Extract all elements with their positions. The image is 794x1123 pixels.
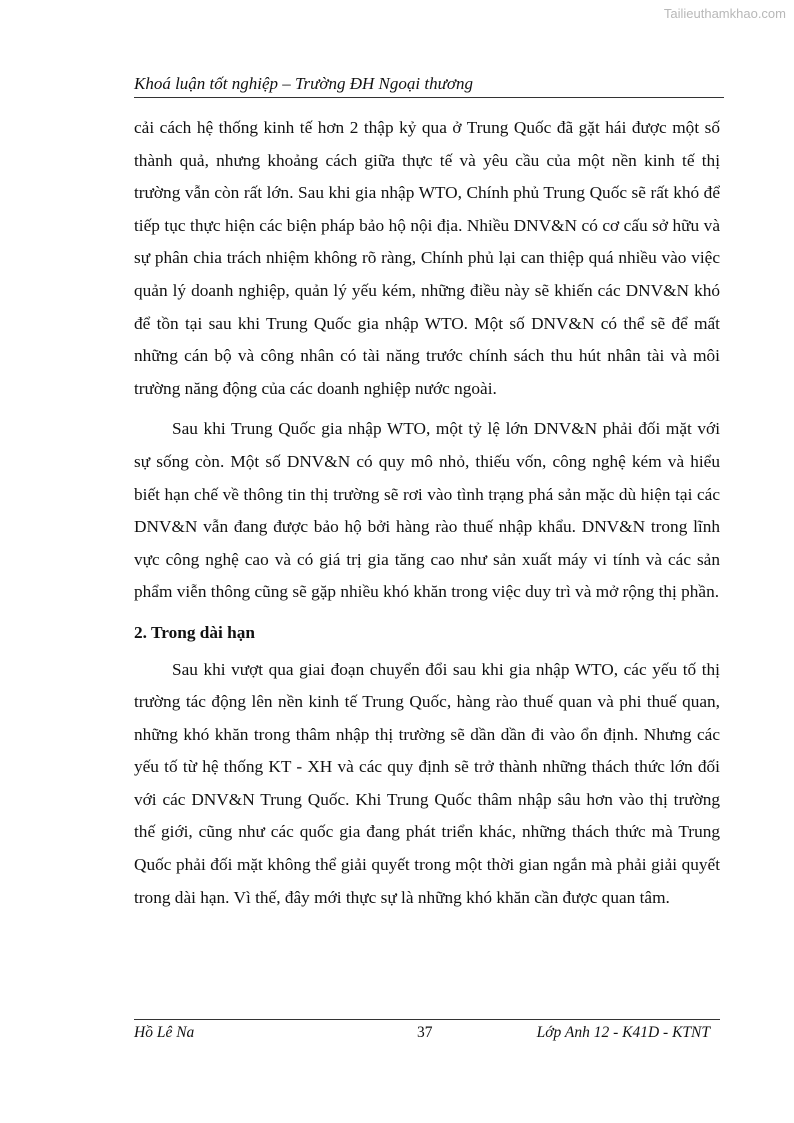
- page-header: Khoá luận tốt nghiệp – Trường ĐH Ngoại thương: [134, 74, 724, 98]
- watermark-text: Tailieuthamkhao.com: [663, 6, 786, 21]
- page-content: [134, 112, 720, 922]
- section-heading: 2. Trong dài hạn: [134, 622, 256, 642]
- footer-class-info: Lớp Anh 12 - K41D - KTNT: [536, 1024, 710, 1041]
- body-paragraph-1: cải cách hệ thống kinh tế hơn 2 thập kỷ qua ở Trung Quốc đã gặt hái được một số thành quả, nhưng khoảng cách giữa thực tế và yêu cầu của một nền kinh tế thị trường vẫn còn rất lớn. Sau khi gia nhập WTO, Chính phủ Trung Quốc sẽ rất khó để tiếp tục thực hiện các biện pháp bảo hộ nội địa. Nhiều DNV&N có cơ cấu sở hữu và sự phân chia trách nhiệm không rõ ràng, Chính phủ lại can thiệp quá nhiều vào việc quản lý doanh nghiệp, quản lý yếu kém, những điều này sẽ khiến các DNV&N khó để tồn tại sau khi Trung Quốc gia nhập WTO. Một số DNV&N có thể sẽ để mất những cán bộ và công nhân có tài năng trước chính sách thu hút nhân tài và môi trường năng động của các doanh nghiệp nước ngoài.: [134, 118, 720, 398]
- page-number: 37: [417, 1024, 433, 1041]
- page-footer: [134, 1019, 720, 1046]
- footer-author: Hồ Lê Na: [134, 1024, 195, 1041]
- body-paragraph-2: Sau khi Trung Quốc gia nhập WTO, một tỷ lệ lớn DNV&N phải đối mặt với sự sống còn. Một số DNV&N có quy mô nhỏ, thiếu vốn, công nghệ kém và hiểu biết hạn chế về thông tin thị trường sẽ rơi vào tình trạng phá sản mặc dù hiện tại các DNV&N vẫn đang được bảo hộ bởi hàng rào thuế nhập khẩu. DNV&N trong lĩnh vực công nghệ cao và có giá trị gia tăng cao như sản xuất máy vi tính và các sản phẩm viễn thông cũng sẽ gặp nhiều khó khăn trong việc duy trì và mở rộng thị phần.: [134, 419, 720, 602]
- body-paragraph-3: Sau khi vượt qua giai đoạn chuyển đổi sau khi gia nhập WTO, các yếu tố thị trường tác động lên nền kinh tế Trung Quốc, hàng rào thuế quan và phi thuế quan, những khó khăn trong thâm nhập thị trường sẽ dần dần đi vào ổn định. Nhưng các yếu tố từ hệ thống KT - XH và các quy định sẽ trở thành những thách thức lớn đối với các DNV&N Trung Quốc. Khi Trung Quốc thâm nhập sâu hơn vào thị trường thế giới, cũng như các quốc gia đang phát triển khác, những thách thức mà Trung Quốc phải đối mặt không thể giải quyết trong một thời gian ngắn mà phải giải quyết trong dài hạn. Vì thế, đây mới thực sự là những khó khăn cần được quan tâm.: [134, 659, 720, 907]
